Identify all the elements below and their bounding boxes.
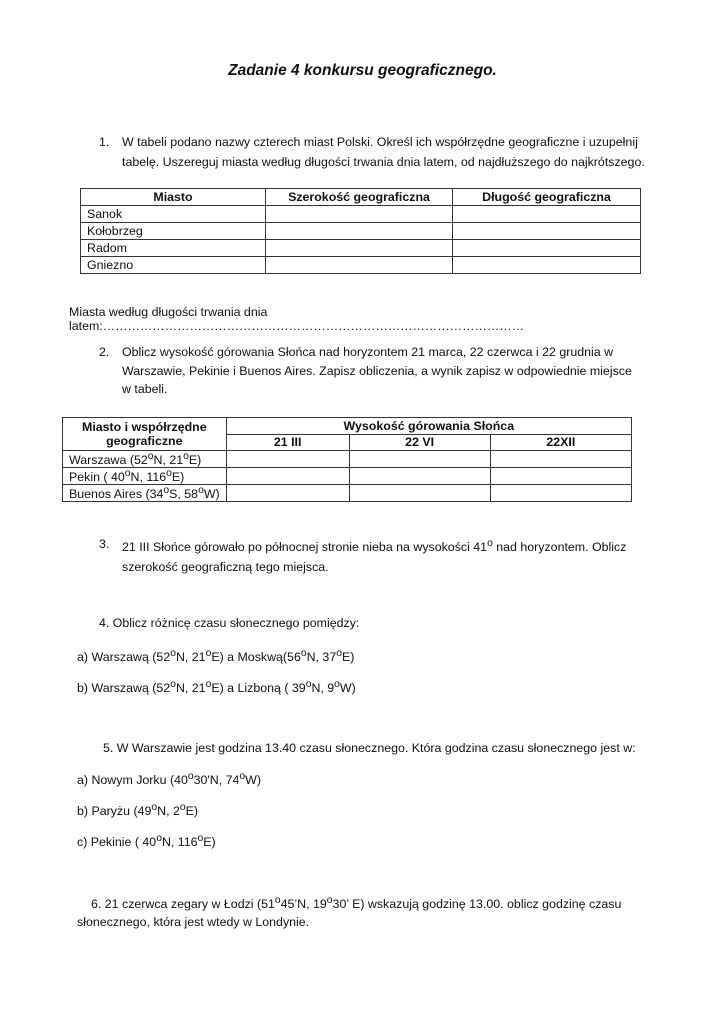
table-row xyxy=(81,257,641,274)
answer-cell[interactable] xyxy=(490,451,631,468)
question-text: 21 III Słońce górowało po północnej stronie nieba na wysokości 41$^o$ nad horyzontem. Oblicz szerokość geograficzną tego miejsca. xyxy=(122,538,627,575)
city-cell: Radom xyxy=(81,240,266,257)
question-2 xyxy=(99,343,639,399)
city-coordinates-cell: Pekin ( 40$^o$N, 116$^o$E) xyxy=(63,468,227,485)
latitude-cell[interactable] xyxy=(266,223,453,240)
table-row xyxy=(81,240,641,257)
answer-cell[interactable] xyxy=(349,485,490,502)
answer-cell[interactable] xyxy=(226,468,349,485)
cities-table xyxy=(80,188,641,274)
longitude-cell[interactable] xyxy=(453,240,641,257)
page-title: Zadanie 4 konkursu geograficznego. xyxy=(228,62,497,79)
table-row xyxy=(81,223,641,240)
longitude-cell[interactable] xyxy=(453,206,641,223)
table-header: Wysokość górowania Słońca xyxy=(226,418,631,435)
date-header: 21 III xyxy=(226,434,349,451)
longitude-cell[interactable] xyxy=(453,257,641,274)
ordering-answer-line: Miasta według długości trwania dnia latem:………………………………………………………………………………………… xyxy=(69,305,525,333)
question-5-c: c) Pekinie ( 40$^o$N, 116$^o$E) xyxy=(77,833,216,850)
question-5-intro: 5. W Warszawie jest godzina 13.40 czasu słonecznego. Która godzina czasu słonecznego jest w: xyxy=(103,741,636,755)
table-row xyxy=(63,451,632,468)
sun-altitude-table xyxy=(62,417,632,502)
question-text: Oblicz wysokość górowania Słońca nad horyzontem 21 marca, 22 czerwca i 22 grudnia w Warszawie, Pekinie i Buenos Aires. Zapisz obliczenia, a wynik zapisz w odpowiednie miejsce w tabeli. xyxy=(122,345,632,396)
answer-cell[interactable] xyxy=(226,485,349,502)
question-number: 3. xyxy=(99,537,110,551)
answer-cell[interactable] xyxy=(226,451,349,468)
table-header: Długość geograficzna xyxy=(453,189,641,206)
answer-cell[interactable] xyxy=(349,451,490,468)
question-5-b: b) Paryżu (49$^o$N, 2$^o$E) xyxy=(77,802,198,819)
question-number: 2. xyxy=(99,345,110,359)
question-6-line-1: 6. 21 czerwca zegary w Łodzi (51$^o$45’N, 19$^o$30’ E) wskazują godzinę 13.00. oblicz godzinę czasu xyxy=(91,895,622,912)
city-coordinates-cell: Warszawa (52$^o$N, 21$^o$E) xyxy=(63,451,227,468)
table-header: Miasto xyxy=(81,189,266,206)
city-cell: Sanok xyxy=(81,206,266,223)
answer-cell[interactable] xyxy=(490,468,631,485)
answer-cell[interactable] xyxy=(490,485,631,502)
city-coordinates-cell: Buenos Aires (34$^o$S, 58$^o$W) xyxy=(63,485,227,502)
table-header: Miasto i współrzędne geograficzne xyxy=(63,418,227,451)
table-row xyxy=(63,468,632,485)
question-3 xyxy=(99,534,639,577)
table-header: Szerokość geograficzna xyxy=(266,189,453,206)
question-number: 1. xyxy=(99,135,110,149)
question-4-b: b) Warszawą (52$^o$N, 21$^o$E) a Lizboną ( 39$^o$N, 9$^o$W) xyxy=(77,679,356,696)
table-row xyxy=(63,485,632,502)
latitude-cell[interactable] xyxy=(266,240,453,257)
question-4-a: a) Warszawą (52$^o$N, 21$^o$E) a Moskwą(56$^o$N, 37$^o$E) xyxy=(77,648,355,665)
question-text: W tabeli podano nazwy czterech miast Polski. Określ ich współrzędne geograficzne i uzupełnij tabelę. Uszereguj miasta według długości trwania dnia latem, od najdłuższego do najkrótszego. xyxy=(122,135,645,169)
latitude-cell[interactable] xyxy=(266,257,453,274)
question-1 xyxy=(99,132,659,172)
table-row xyxy=(81,206,641,223)
city-cell: Gniezno xyxy=(81,257,266,274)
date-header: 22 VI xyxy=(349,434,490,451)
city-cell: Kołobrzeg xyxy=(81,223,266,240)
longitude-cell[interactable] xyxy=(453,223,641,240)
latitude-cell[interactable] xyxy=(266,206,453,223)
answer-cell[interactable] xyxy=(349,468,490,485)
question-5-a: a) Nowym Jorku (40$^o$30'N, 74$^o$W) xyxy=(77,771,261,788)
question-6-line-2: słonecznego, która jest wtedy w Londynie. xyxy=(77,915,310,929)
question-4-intro: 4. Oblicz różnicę czasu słonecznego pomiędzy: xyxy=(99,616,360,630)
date-header: 22XII xyxy=(490,434,631,451)
